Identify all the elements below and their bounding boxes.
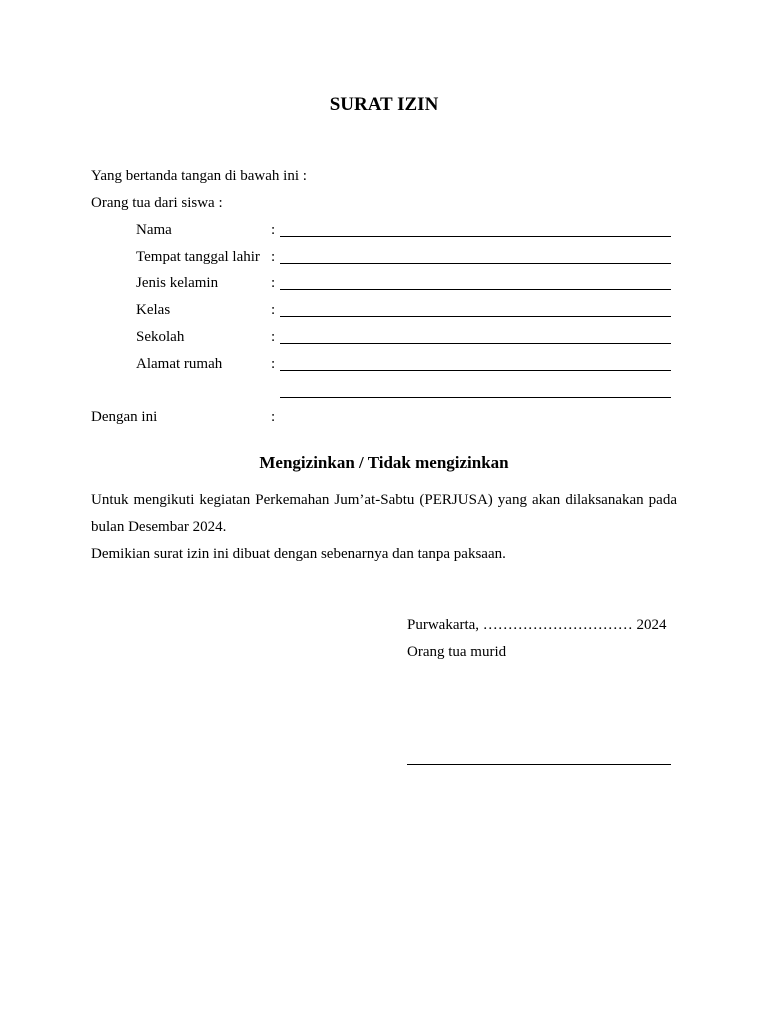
- fill-line-alamat-rumah: [280, 370, 671, 371]
- fill-line-sekolah: [280, 343, 671, 344]
- signer-role: Orang tua murid: [407, 644, 507, 660]
- field-colon: :: [271, 329, 276, 345]
- fill-line-tempat-tanggal-lahir: [280, 263, 671, 264]
- permission-choice: Mengizinkan / Tidak mengizinkan: [259, 453, 509, 472]
- field-colon: :: [271, 302, 276, 318]
- field-label-nama: Nama: [136, 222, 172, 238]
- field-colon: :: [271, 356, 276, 372]
- field-label-kelas: Kelas: [136, 302, 171, 318]
- signature-line: [407, 764, 671, 765]
- intro-statement: Yang bertanda tangan di bawah ini :: [91, 168, 307, 184]
- dengan-ini-colon: :: [271, 409, 276, 425]
- closing-statement: Demikian surat izin ini dibuat dengan sebenarnya dan tanpa paksaan.: [91, 546, 506, 562]
- field-label-jenis-kelamin: Jenis kelamin: [136, 275, 219, 291]
- field-colon: :: [271, 222, 276, 238]
- field-label-sekolah: Sekolah: [136, 329, 185, 345]
- field-label-tempat-tanggal-lahir: Tempat tanggal lahir: [136, 249, 260, 265]
- dengan-ini-label: Dengan ini: [91, 409, 158, 425]
- field-colon: :: [271, 249, 276, 265]
- field-colon: :: [271, 275, 276, 291]
- field-label-alamat-rumah: Alamat rumah: [136, 356, 223, 372]
- place-date: Purwakarta, ………………………… 2024: [407, 617, 667, 633]
- fill-line-nama: [280, 236, 671, 237]
- letter-title: SURAT IZIN: [329, 94, 439, 115]
- body-paragraph-line-1: Untuk mengikuti kegiatan Perkemahan Jum’at-Sabtu (PERJUSA) yang akan dilaksanakan pada: [91, 492, 677, 508]
- fill-line-alamat-rumah-2: [280, 397, 671, 398]
- body-paragraph-line-2: bulan Desembar 2024.: [91, 519, 227, 535]
- fill-line-jenis-kelamin: [280, 289, 671, 290]
- parent-of-student-label: Orang tua dari siswa :: [91, 195, 223, 211]
- fill-line-kelas: [280, 316, 671, 317]
